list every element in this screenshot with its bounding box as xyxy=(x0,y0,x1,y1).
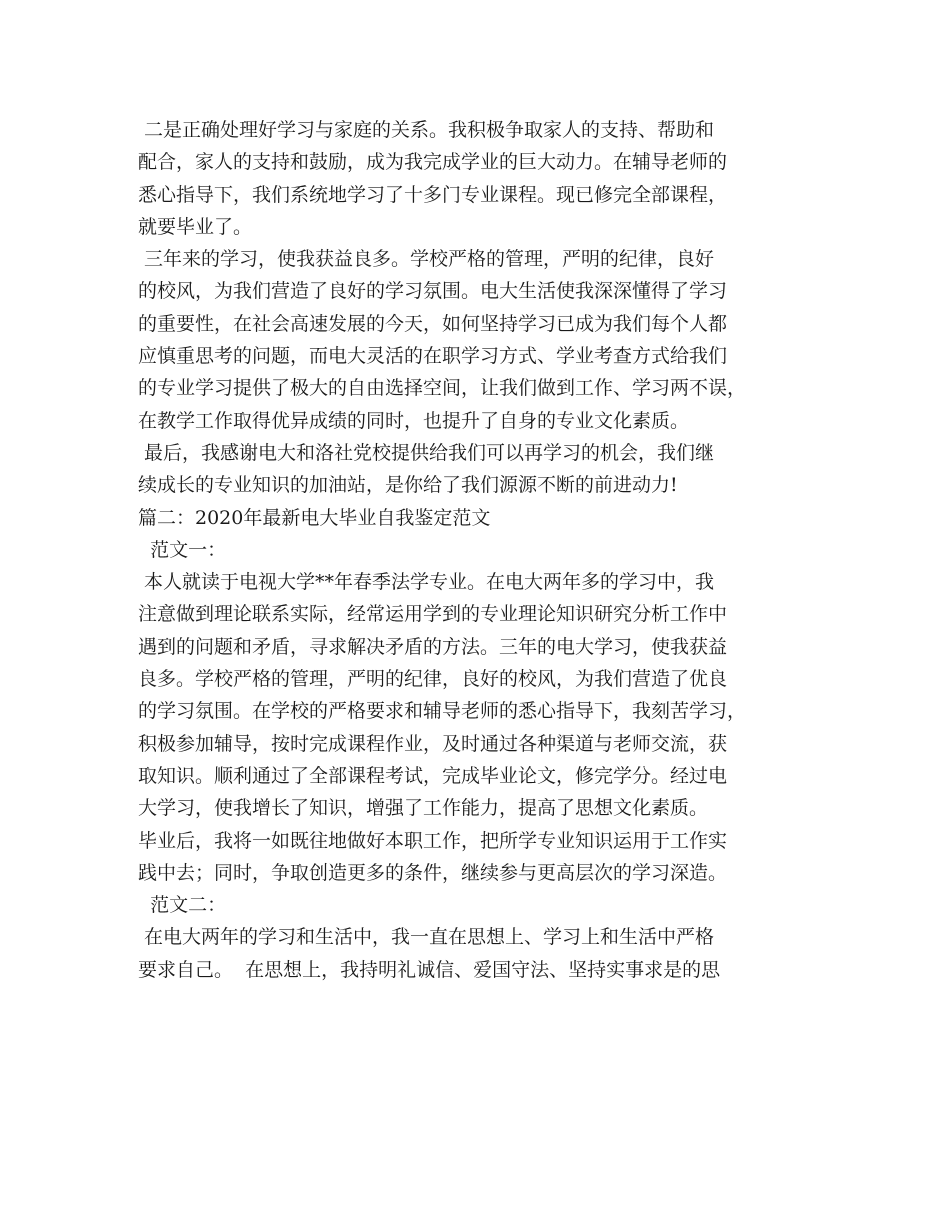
text-line: 续成长的专业知识的加油站，是你给了我们源源不断的前进动力! xyxy=(138,474,678,497)
text-line: 的重要性，在社会高速发展的今天，如何坚持学习已成为我们每个人都 xyxy=(138,312,728,335)
text-line: 二是正确处理好学习与家庭的关系。我积极争取家人的支持、帮助和 xyxy=(138,119,715,141)
text-line: 毕业后，我将一如既往地做好本职工作，把所学专业知识运用于工作实 xyxy=(138,829,728,852)
text-line: 取知识。顺利通过了全部课程考试，完成毕业论文，修完学分。经过电 xyxy=(138,764,728,787)
text-line: 最后，我感谢电大和洛社党校提供给我们可以再学习的机会，我们继 xyxy=(138,441,715,464)
text-line: 在电大两年的学习和生活中，我一直在思想上、学习上和生活中严格 xyxy=(138,926,715,949)
text-line: 注意做到理论联系实际，经常运用学到的专业理论知识研究分析工作中 xyxy=(138,603,728,626)
text-line: 的校风，为我们营造了良好的学习氛围。电大生活使我深深懂得了学习 xyxy=(138,280,728,303)
text-line: 在教学工作取得优异成绩的同时，也提升了自身的专业文化素质。 xyxy=(138,409,690,432)
text-line: 配合，家人的支持和鼓励，成为我完成学业的巨大动力。在辅导老师的 xyxy=(138,151,728,174)
text-line: 的学习氛围。在学校的严格要求和辅导老师的悉心指导下，我刻苦学习， xyxy=(138,700,747,723)
text-line: 就要毕业了。 xyxy=(138,215,253,238)
text-line: 遇到的问题和矛盾，寻求解决矛盾的方法。三年的电大学习，使我获益 xyxy=(138,635,728,658)
text-line: 积极参加辅导，按时完成课程作业，及时通过各种渠道与老师交流，获 xyxy=(138,732,728,755)
text-line: 三年来的学习，使我获益良多。学校严格的管理，严明的纪律，良好 xyxy=(138,248,715,271)
document-body xyxy=(138,114,828,986)
subsection-heading: 范文二： xyxy=(138,894,227,917)
text-line: 本人就读于电视大学**年春季法学专业。在电大两年多的学习中，我 xyxy=(138,571,715,594)
text-line: 大学习，使我增长了知识，增强了工作能力，提高了思想文化素质。 xyxy=(138,797,709,820)
section-heading: 篇二：2020年最新电大毕业自我鉴定范文 xyxy=(138,506,491,529)
text-line: 要求自己。 在思想上，我持明礼诚信、爱国守法、坚持实事求是的思 xyxy=(138,958,721,981)
text-line: 良多。学校严格的管理，严明的纪律，良好的校风，为我们营造了优良 xyxy=(138,668,728,691)
text-line: 的专业学习提供了极大的自由选择空间，让我们做到工作、学习两不误， xyxy=(138,377,747,400)
subsection-heading: 范文一： xyxy=(138,538,227,561)
text-line: 应慎重思考的问题，而电大灵活的在职学习方式、学业考查方式给我们 xyxy=(138,345,728,368)
text-line: 践中去；同时，争取创造更多的条件，继续参与更高层次的学习深造。 xyxy=(138,861,728,884)
text-line: 悉心指导下，我们系统地学习了十多门专业课程。现已修完全部课程， xyxy=(138,183,728,206)
